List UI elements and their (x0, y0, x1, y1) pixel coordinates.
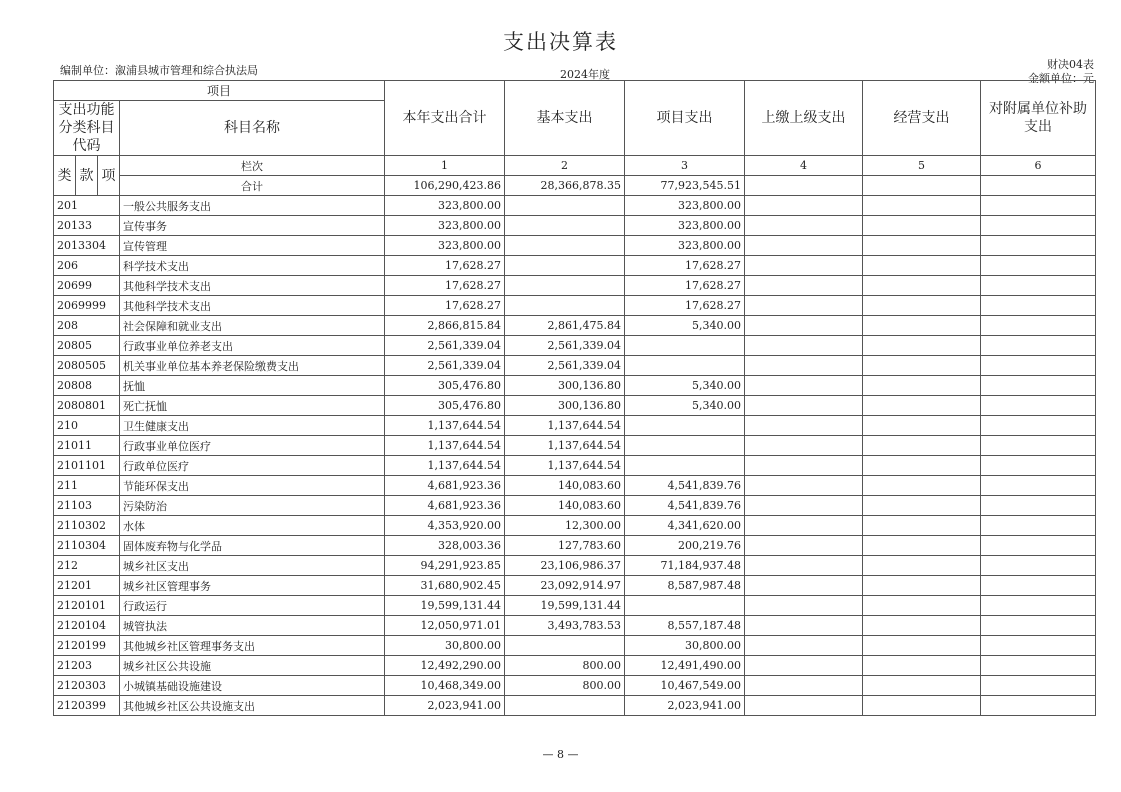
row-name: 其他城乡社区公共设施支出 (120, 696, 385, 716)
row-total: 323,800.00 (385, 236, 505, 256)
row-project (625, 596, 745, 616)
table-row (54, 636, 1096, 656)
row-total: 1,137,644.54 (385, 456, 505, 476)
fiscal-year: 2024年度 (560, 68, 610, 81)
col-num-6: 6 (981, 156, 1096, 176)
row-business (863, 416, 981, 436)
row-subsidy (981, 676, 1096, 696)
row-code: 21011 (54, 436, 120, 456)
row-subsidy (981, 656, 1096, 676)
row-name: 社会保障和就业支出 (120, 316, 385, 336)
row-code: 2069999 (54, 296, 120, 316)
table-row (54, 316, 1096, 336)
table-row (54, 656, 1096, 676)
row-total: 12,050,971.01 (385, 616, 505, 636)
row-total: 31,680,902.45 (385, 576, 505, 596)
row-business (863, 656, 981, 676)
row-subsidy (981, 516, 1096, 536)
row-total: 30,800.00 (385, 636, 505, 656)
row-business (863, 276, 981, 296)
form-number: 财决04表 (1047, 58, 1094, 71)
row-business (863, 216, 981, 236)
row-total: 323,800.00 (385, 196, 505, 216)
row-subsidy (981, 316, 1096, 336)
row-name: 科学技术支出 (120, 256, 385, 276)
row-business (863, 476, 981, 496)
row-total: 2,866,815.84 (385, 316, 505, 336)
row-upper (745, 236, 863, 256)
row-name: 卫生健康支出 (120, 416, 385, 436)
row-subsidy (981, 416, 1096, 436)
row-basic: 127,783.60 (505, 536, 625, 556)
row-subsidy (981, 296, 1096, 316)
col-header-4: 上缴上级支出 (745, 81, 863, 156)
row-project: 17,628.27 (625, 296, 745, 316)
table-row (54, 496, 1096, 516)
row-total: 17,628.27 (385, 276, 505, 296)
row-business (863, 236, 981, 256)
row-basic: 2,861,475.84 (505, 316, 625, 336)
currency-unit: 金额单位：元 (1028, 72, 1094, 85)
row-basic: 19,599,131.44 (505, 596, 625, 616)
row-business (863, 596, 981, 616)
row-upper (745, 256, 863, 276)
row-basic: 2,561,339.04 (505, 356, 625, 376)
row-total: 2,561,339.04 (385, 336, 505, 356)
row-name: 行政运行 (120, 596, 385, 616)
row-total: 1,137,644.54 (385, 436, 505, 456)
col-num-4: 4 (745, 156, 863, 176)
row-name: 城乡社区公共设施 (120, 656, 385, 676)
row-code: 201 (54, 196, 120, 216)
row-business (863, 556, 981, 576)
row-business (863, 396, 981, 416)
row-business (863, 696, 981, 716)
row-subsidy (981, 376, 1096, 396)
row-subsidy (981, 236, 1096, 256)
row-basic (505, 636, 625, 656)
row-upper (745, 276, 863, 296)
row-total: 19,599,131.44 (385, 596, 505, 616)
row-project: 4,541,839.76 (625, 496, 745, 516)
row-basic: 2,561,339.04 (505, 336, 625, 356)
row-project: 10,467,549.00 (625, 676, 745, 696)
row-code: 2120303 (54, 676, 120, 696)
row-business (863, 436, 981, 456)
row-project: 4,341,620.00 (625, 516, 745, 536)
row-project (625, 336, 745, 356)
row-subsidy (981, 196, 1096, 216)
row-basic: 300,136.80 (505, 376, 625, 396)
row-basic (505, 296, 625, 316)
row-name: 一般公共服务支出 (120, 196, 385, 216)
row-basic (505, 236, 625, 256)
row-code: 206 (54, 256, 120, 276)
row-upper (745, 416, 863, 436)
col-header-5: 经营支出 (863, 81, 981, 156)
row-code: 208 (54, 316, 120, 336)
row-project: 8,557,187.48 (625, 616, 745, 636)
row-name: 机关事业单位基本养老保险缴费支出 (120, 356, 385, 376)
row-basic (505, 276, 625, 296)
table-row (54, 416, 1096, 436)
row-upper (745, 456, 863, 476)
col-num-3: 3 (625, 156, 745, 176)
row-upper (745, 496, 863, 516)
row-business (863, 376, 981, 396)
expenditure-table (53, 80, 1096, 716)
row-total: 305,476.80 (385, 396, 505, 416)
table-row (54, 196, 1096, 216)
row-project: 2,023,941.00 (625, 696, 745, 716)
row-upper (745, 656, 863, 676)
row-basic: 1,137,644.54 (505, 456, 625, 476)
row-upper (745, 616, 863, 636)
row-basic: 1,137,644.54 (505, 436, 625, 456)
row-project: 17,628.27 (625, 276, 745, 296)
row-name: 行政事业单位医疗 (120, 436, 385, 456)
row-total: 17,628.27 (385, 296, 505, 316)
table-row (54, 536, 1096, 556)
table-row (54, 396, 1096, 416)
row-subsidy (981, 336, 1096, 356)
table-row (54, 476, 1096, 496)
row-upper (745, 376, 863, 396)
row-total: 94,291,923.85 (385, 556, 505, 576)
row-total: 323,800.00 (385, 216, 505, 236)
row-business (863, 616, 981, 636)
row-project (625, 456, 745, 476)
table-row (54, 436, 1096, 456)
compiling-unit: 编制单位：溆浦县城市管理和综合执法局 (60, 64, 258, 77)
row-name: 小城镇基础设施建设 (120, 676, 385, 696)
table-row (54, 676, 1096, 696)
row-project: 5,340.00 (625, 396, 745, 416)
row-name: 固体废弃物与化学品 (120, 536, 385, 556)
row-code: 2080801 (54, 396, 120, 416)
row-basic: 140,083.60 (505, 476, 625, 496)
total-c3: 77,923,545.51 (625, 176, 745, 196)
row-project: 5,340.00 (625, 316, 745, 336)
table-row (54, 276, 1096, 296)
code-group-header: 支出功能分类科目代码 (54, 101, 120, 156)
row-business (863, 636, 981, 656)
col-header-2: 基本支出 (505, 81, 625, 156)
lanci-label: 栏次 (120, 156, 385, 176)
row-business (863, 356, 981, 376)
row-code: 2120104 (54, 616, 120, 636)
row-project: 17,628.27 (625, 256, 745, 276)
row-total: 1,137,644.54 (385, 416, 505, 436)
total-c1: 106,290,423.86 (385, 176, 505, 196)
row-code: 2110304 (54, 536, 120, 556)
row-project (625, 356, 745, 376)
table-row (54, 596, 1096, 616)
total-label: 合计 (120, 176, 385, 196)
xiang-header: 项 (98, 156, 120, 196)
row-subsidy (981, 356, 1096, 376)
col-header-3: 项目支出 (625, 81, 745, 156)
row-project (625, 436, 745, 456)
row-name: 其他城乡社区管理事务支出 (120, 636, 385, 656)
row-name: 城乡社区支出 (120, 556, 385, 576)
row-name: 行政事业单位养老支出 (120, 336, 385, 356)
row-basic: 12,300.00 (505, 516, 625, 536)
row-total: 12,492,290.00 (385, 656, 505, 676)
row-upper (745, 356, 863, 376)
row-project: 5,340.00 (625, 376, 745, 396)
row-code: 21103 (54, 496, 120, 516)
row-total: 2,561,339.04 (385, 356, 505, 376)
table-row (54, 216, 1096, 236)
table-row (54, 296, 1096, 316)
row-basic: 140,083.60 (505, 496, 625, 516)
row-business (863, 336, 981, 356)
row-project: 323,800.00 (625, 216, 745, 236)
row-basic (505, 216, 625, 236)
row-upper (745, 316, 863, 336)
col-header-1: 本年支出合计 (385, 81, 505, 156)
row-upper (745, 536, 863, 556)
row-code: 20133 (54, 216, 120, 236)
total-c2: 28,366,878.35 (505, 176, 625, 196)
row-project (625, 416, 745, 436)
row-subsidy (981, 456, 1096, 476)
row-project: 30,800.00 (625, 636, 745, 656)
row-name: 污染防治 (120, 496, 385, 516)
row-code: 2101101 (54, 456, 120, 476)
row-subsidy (981, 436, 1096, 456)
row-business (863, 456, 981, 476)
row-basic (505, 196, 625, 216)
row-total: 17,628.27 (385, 256, 505, 276)
row-code: 210 (54, 416, 120, 436)
row-subsidy (981, 596, 1096, 616)
row-subsidy (981, 256, 1096, 276)
table-row (54, 236, 1096, 256)
row-total: 328,003.36 (385, 536, 505, 556)
row-upper (745, 216, 863, 236)
row-basic: 300,136.80 (505, 396, 625, 416)
row-upper (745, 636, 863, 656)
row-subsidy (981, 636, 1096, 656)
row-subsidy (981, 576, 1096, 596)
row-name: 抚恤 (120, 376, 385, 396)
row-business (863, 296, 981, 316)
row-name: 水体 (120, 516, 385, 536)
row-upper (745, 596, 863, 616)
row-code: 2120399 (54, 696, 120, 716)
row-code: 211 (54, 476, 120, 496)
row-name: 城管执法 (120, 616, 385, 636)
row-total: 305,476.80 (385, 376, 505, 396)
row-project: 12,491,490.00 (625, 656, 745, 676)
row-name: 节能环保支出 (120, 476, 385, 496)
row-business (863, 196, 981, 216)
row-subsidy (981, 536, 1096, 556)
row-basic: 800.00 (505, 676, 625, 696)
row-basic: 3,493,783.53 (505, 616, 625, 636)
col-num-2: 2 (505, 156, 625, 176)
row-basic: 23,092,914.97 (505, 576, 625, 596)
row-code: 21203 (54, 656, 120, 676)
row-total: 10,468,349.00 (385, 676, 505, 696)
row-subsidy (981, 476, 1096, 496)
row-basic: 1,137,644.54 (505, 416, 625, 436)
row-project: 8,587,987.48 (625, 576, 745, 596)
table-row (54, 556, 1096, 576)
col-num-5: 5 (863, 156, 981, 176)
row-name: 城乡社区管理事务 (120, 576, 385, 596)
row-code: 20808 (54, 376, 120, 396)
row-name: 其他科学技术支出 (120, 276, 385, 296)
row-code: 2080505 (54, 356, 120, 376)
row-subsidy (981, 496, 1096, 516)
row-name: 行政单位医疗 (120, 456, 385, 476)
lei-header: 类 (54, 156, 76, 196)
name-header: 科目名称 (120, 101, 385, 156)
row-upper (745, 516, 863, 536)
row-upper (745, 396, 863, 416)
row-code: 2013304 (54, 236, 120, 256)
row-code: 21201 (54, 576, 120, 596)
row-subsidy (981, 276, 1096, 296)
row-subsidy (981, 616, 1096, 636)
total-c5 (863, 176, 981, 196)
row-total: 2,023,941.00 (385, 696, 505, 716)
row-name: 其他科学技术支出 (120, 296, 385, 316)
row-business (863, 496, 981, 516)
table-row (54, 576, 1096, 596)
row-business (863, 576, 981, 596)
col-header-6: 对附属单位补助支出 (981, 81, 1096, 156)
row-total: 4,681,923.36 (385, 496, 505, 516)
row-basic: 800.00 (505, 656, 625, 676)
row-upper (745, 676, 863, 696)
row-name: 宣传管理 (120, 236, 385, 256)
row-code: 2120199 (54, 636, 120, 656)
table-row (54, 376, 1096, 396)
table-row (54, 516, 1096, 536)
row-project: 71,184,937.48 (625, 556, 745, 576)
row-name: 死亡抚恤 (120, 396, 385, 416)
row-basic (505, 696, 625, 716)
row-code: 20699 (54, 276, 120, 296)
page-title: 支出决算表 (503, 30, 618, 54)
row-project: 323,800.00 (625, 196, 745, 216)
row-code: 2120101 (54, 596, 120, 616)
row-code: 2110302 (54, 516, 120, 536)
kuan-header: 款 (76, 156, 98, 196)
table-row (54, 696, 1096, 716)
row-basic: 23,106,986.37 (505, 556, 625, 576)
row-total: 4,681,923.36 (385, 476, 505, 496)
row-upper (745, 436, 863, 456)
row-upper (745, 296, 863, 316)
table-row (54, 256, 1096, 276)
row-business (863, 536, 981, 556)
total-c4 (745, 176, 863, 196)
row-upper (745, 576, 863, 596)
table-row (54, 456, 1096, 476)
table-row (54, 616, 1096, 636)
row-subsidy (981, 556, 1096, 576)
row-upper (745, 556, 863, 576)
row-code: 20805 (54, 336, 120, 356)
row-project: 4,541,839.76 (625, 476, 745, 496)
row-upper (745, 696, 863, 716)
row-upper (745, 476, 863, 496)
table-row (54, 336, 1096, 356)
row-project: 323,800.00 (625, 236, 745, 256)
total-c6 (981, 176, 1096, 196)
row-business (863, 676, 981, 696)
item-header: 项目 (54, 81, 385, 101)
table-row (54, 356, 1096, 376)
row-business (863, 316, 981, 336)
row-upper (745, 196, 863, 216)
row-business (863, 516, 981, 536)
row-project: 200,219.76 (625, 536, 745, 556)
row-upper (745, 336, 863, 356)
row-code: 212 (54, 556, 120, 576)
row-basic (505, 256, 625, 276)
row-subsidy (981, 216, 1096, 236)
page-number: — 8 — (542, 748, 579, 761)
row-subsidy (981, 696, 1096, 716)
row-total: 4,353,920.00 (385, 516, 505, 536)
row-business (863, 256, 981, 276)
row-name: 宣传事务 (120, 216, 385, 236)
col-num-1: 1 (385, 156, 505, 176)
row-subsidy (981, 396, 1096, 416)
